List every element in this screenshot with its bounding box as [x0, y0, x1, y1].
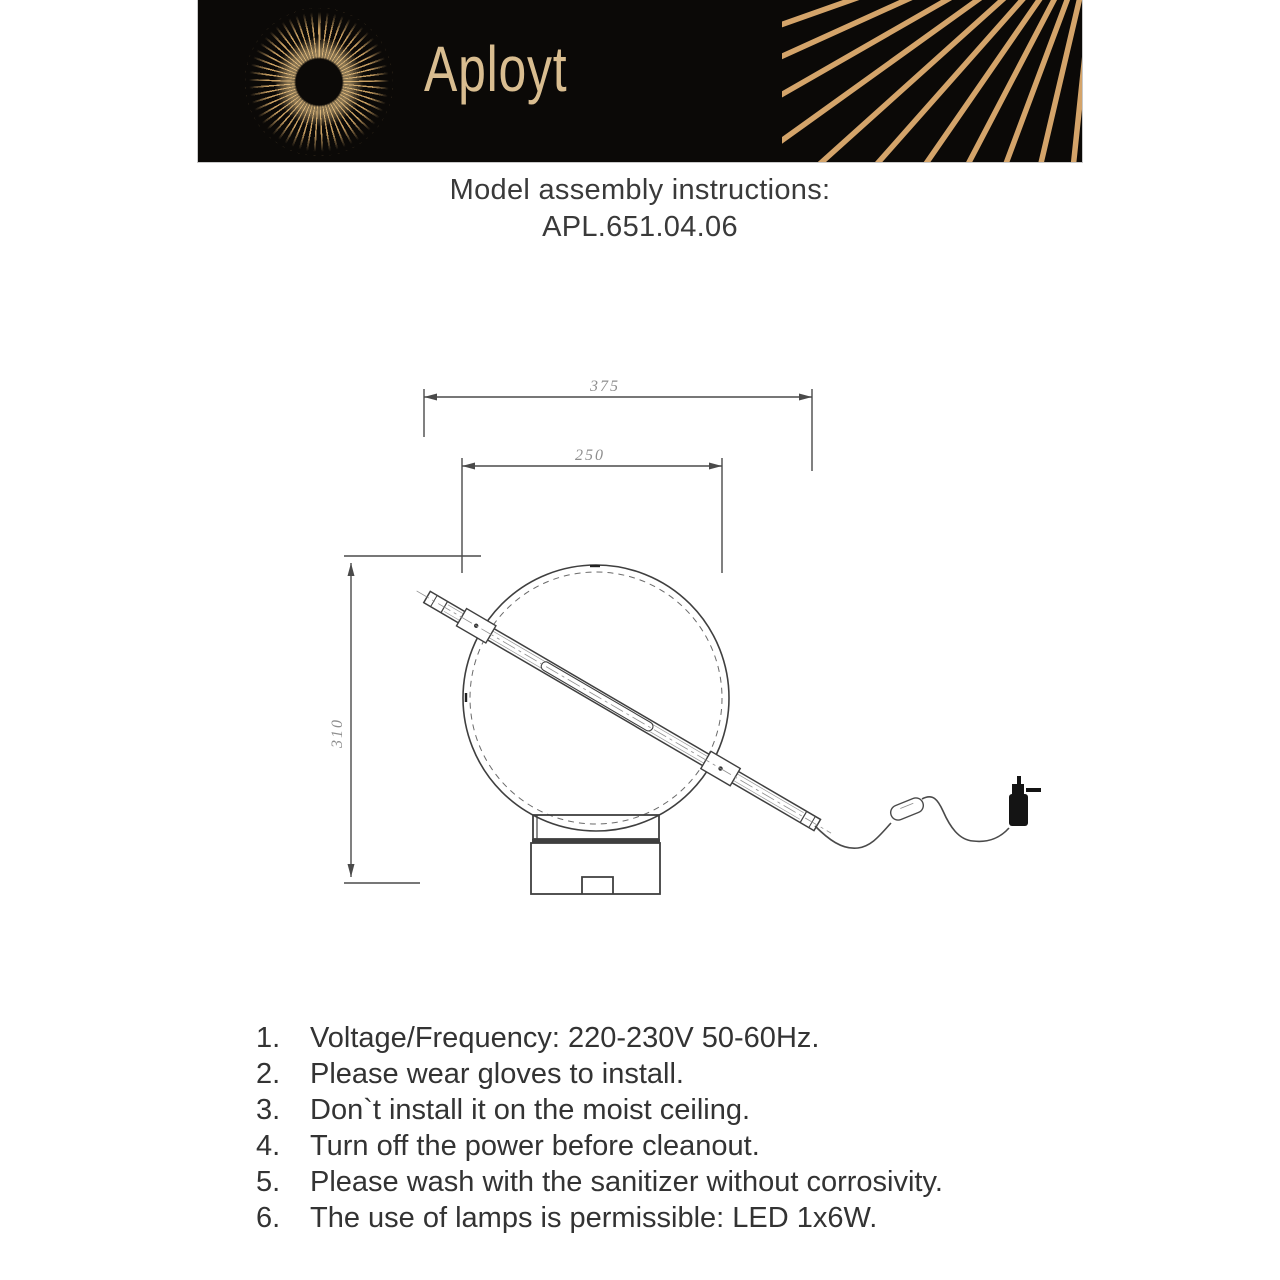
- dimension-total-width: [424, 389, 812, 471]
- power-plug-icon: [1009, 776, 1041, 826]
- list-item: [256, 1020, 943, 1056]
- list-item-text: Please wash with the sanitizer without corrosivity.: [310, 1166, 943, 1198]
- dim-label-375: 375: [590, 378, 620, 395]
- list-item-text: Turn off the power before cleanout.: [310, 1130, 760, 1162]
- list-item-text: Don`t install it on the moist ceiling.: [310, 1094, 751, 1126]
- list-item: [256, 1056, 943, 1092]
- list-item-text: The use of lamps is permissible: LED 1x6W.: [310, 1202, 878, 1234]
- list-item-number: 2.: [256, 1058, 281, 1090]
- list-item-text: Please wear gloves to install.: [310, 1058, 684, 1090]
- dimension-height: [344, 556, 481, 883]
- list-item-number: 1.: [256, 1022, 281, 1054]
- list-item: [256, 1164, 943, 1200]
- lamp-base: [531, 815, 660, 894]
- cord-switch: [888, 796, 925, 823]
- brand-name: Aployt: [424, 33, 568, 105]
- decorative-rays-icon: [782, 0, 1082, 163]
- list-item: [256, 1200, 943, 1236]
- instructions-list: [256, 1020, 943, 1236]
- dim-label-250: 250: [575, 447, 605, 464]
- dimension-shade-width: [462, 458, 722, 573]
- list-item-number: 5.: [256, 1166, 281, 1198]
- list-item-text: Voltage/Frequency: 220-230V 50-60Hz.: [310, 1022, 820, 1054]
- sunburst-logo-icon: [245, 8, 393, 156]
- list-item-number: 4.: [256, 1130, 281, 1162]
- title-line1: Model assembly instructions:: [449, 174, 831, 206]
- list-item-number: 3.: [256, 1094, 281, 1126]
- dim-label-310: 310: [329, 718, 346, 748]
- list-item-number: 6.: [256, 1202, 281, 1234]
- title-line2-model-code: APL.651.04.06: [542, 211, 738, 243]
- lamp-rod: [412, 582, 837, 841]
- list-item: [256, 1128, 943, 1164]
- list-item: [256, 1092, 943, 1128]
- assembly-diagram: [300, 370, 1060, 910]
- page-title: [0, 172, 1280, 246]
- brand-banner: [197, 0, 1083, 163]
